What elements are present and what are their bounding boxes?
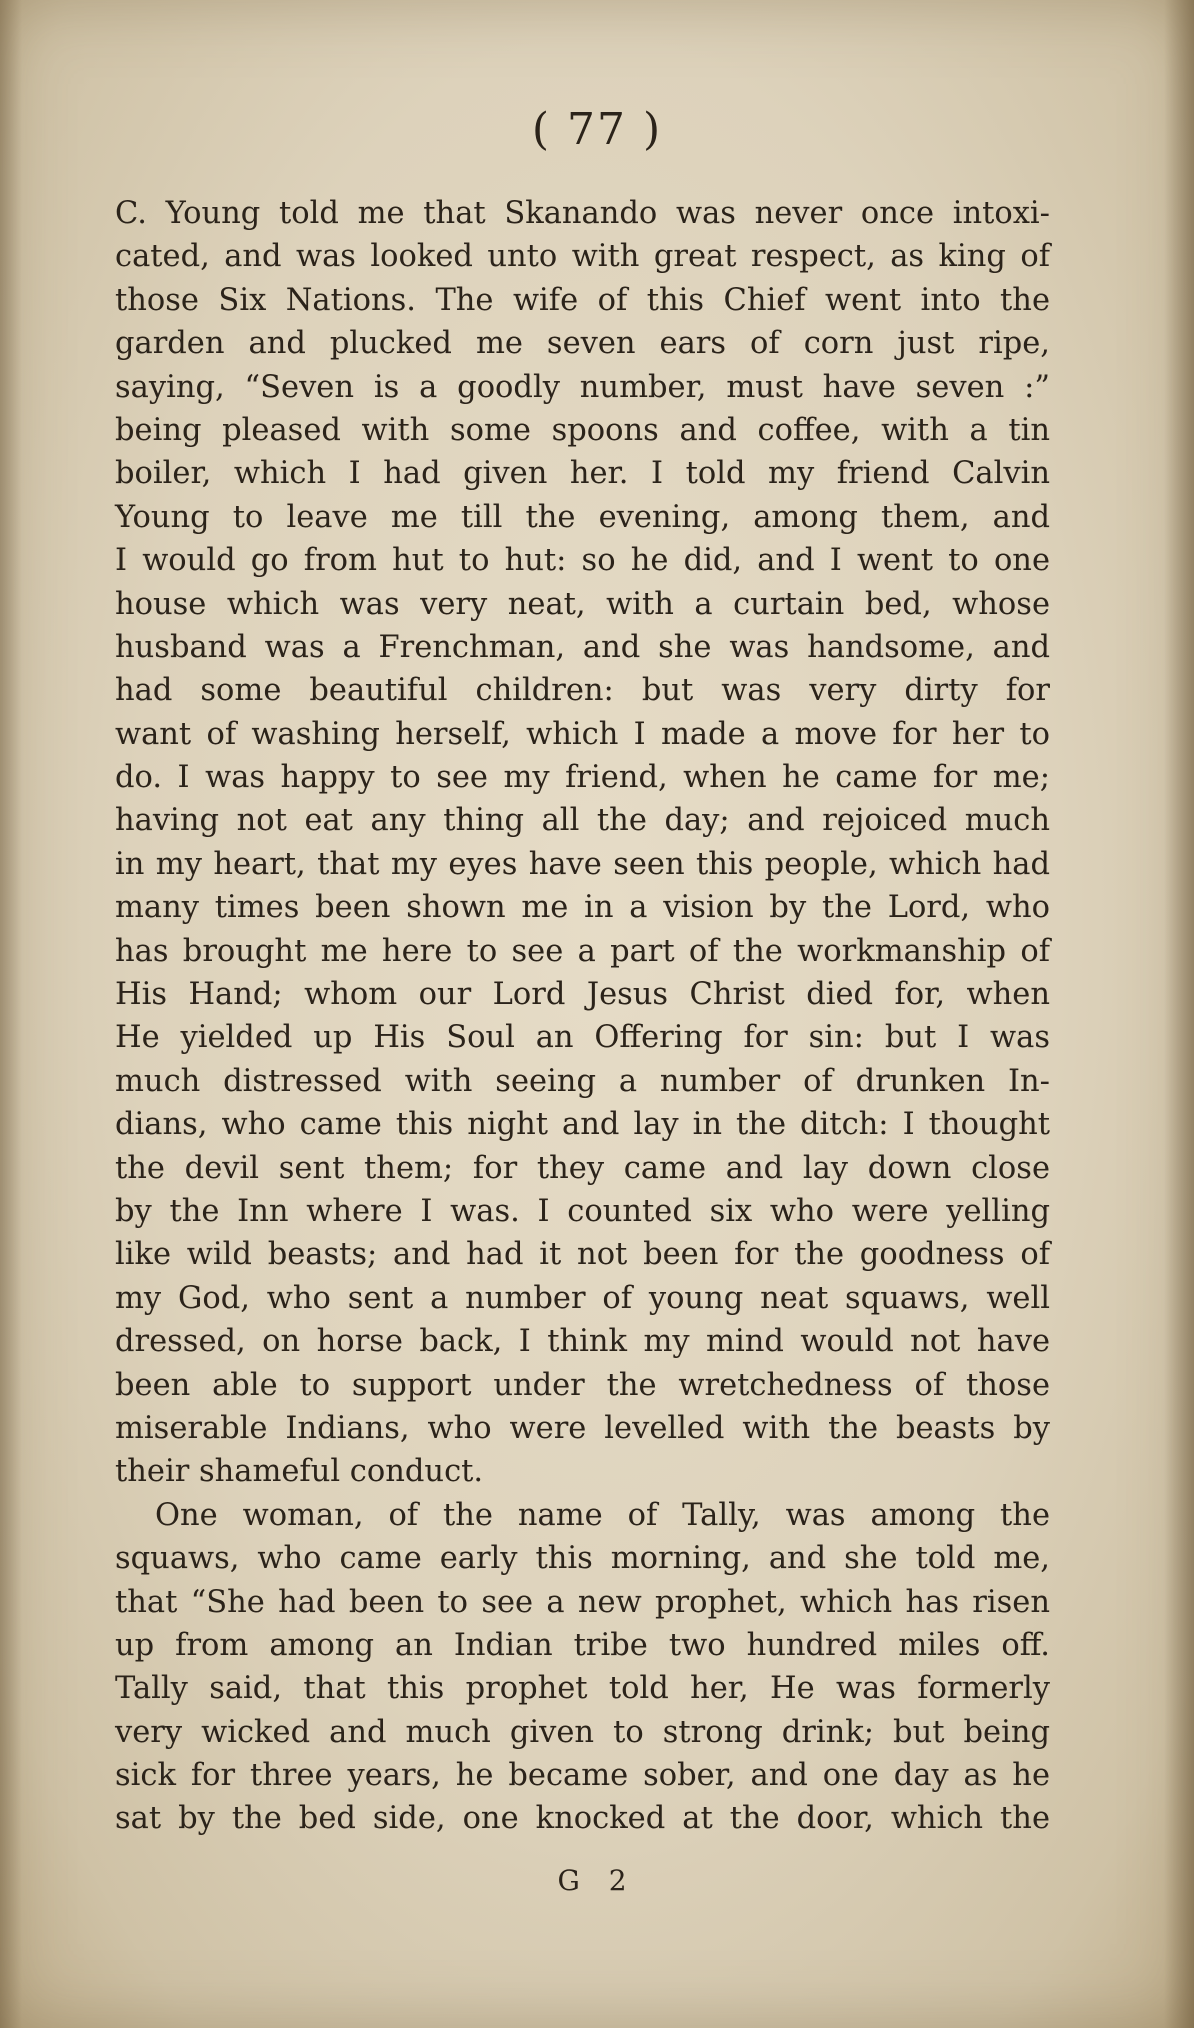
text-line: many times been shown me in a vision by the Lord, who [115, 890, 1050, 926]
page-gutter-shadow [0, 0, 22, 2028]
paragraph-1 [115, 192, 1050, 1494]
text-line: saying, “Seven is a goodly number, must have seven :” [115, 369, 1050, 405]
text-line: like wild beasts; and had it not been for the goodness of [115, 1237, 1050, 1273]
text-line: Tally said, that this prophet told her, He was formerly [115, 1671, 1050, 1707]
text-line: I would go from hut to hut: so he did, and I went to one [115, 543, 1050, 579]
text-line: garden and plucked me seven ears of corn just ripe, [115, 326, 1050, 362]
text-line: cated, and was looked unto with great respect, as king of [115, 239, 1050, 275]
text-line: their shameful conduct. [115, 1454, 484, 1490]
text-line: He yielded up His Soul an Offering for sin: but I was [115, 1020, 1050, 1056]
text-line: do. I was happy to see my friend, when he came for me; [115, 760, 1050, 796]
page-number: ( 77 ) [531, 104, 663, 155]
signature-mark: G 2 [557, 1864, 637, 1897]
text-line: been able to support under the wretchedness of those [115, 1367, 1050, 1403]
text-line: my God, who sent a number of young neat squaws, well [115, 1280, 1050, 1316]
text-line: that “She had been to see a new prophet, which has risen [115, 1584, 1050, 1620]
text-line: husband was a Frenchman, and she was handsome, and [115, 629, 1050, 665]
text-line: very wicked and much given to strong drink; but being [115, 1714, 1050, 1750]
text-line: miserable Indians, who were levelled with the beasts by [115, 1410, 1050, 1446]
text-line: sick for three years, he became sober, and one day as he [115, 1758, 1050, 1794]
text-line: boiler, which I had given her. I told my friend Calvin [115, 456, 1050, 492]
text-line: house which was very neat, with a curtain bed, whose [115, 586, 1050, 622]
text-line: dressed, on horse back, I think my mind would not have [115, 1324, 1050, 1360]
text-line: want of washing herself, which I made a move for her to [115, 716, 1050, 752]
text-line: much distressed with seeing a number of drunken In- [115, 1063, 1050, 1099]
paragraph-2 [115, 1494, 1050, 1841]
body-text [115, 192, 1050, 1841]
text-line: One woman, of the name of Tally, was among the [155, 1497, 1050, 1533]
text-line: had some beautiful children: but was very dirty for [115, 673, 1050, 709]
text-line: C. Young told me that Skanando was never once intoxi- [115, 196, 1050, 231]
text-line: Young to leave me till the evening, among them, and [115, 499, 1050, 535]
text-line: His Hand; whom our Lord Jesus Christ died for, when [115, 977, 1050, 1013]
text-line: dians, who came this night and lay in the ditch: I thought [115, 1107, 1050, 1143]
text-line: sat by the bed side, one knocked at the door, which the [115, 1801, 1050, 1837]
text-line: squaws, who came early this morning, and she told me, [115, 1541, 1050, 1577]
text-line: by the Inn where I was. I counted six who were yelling [115, 1193, 1050, 1229]
text-line: having not eat any thing all the day; and rejoiced much [115, 803, 1050, 839]
text-line: up from among an Indian tribe two hundred miles off. [115, 1627, 1050, 1663]
text-line: the devil sent them; for they came and lay down close [115, 1150, 1050, 1186]
text-line: being pleased with some spoons and coffee, with a tin [115, 412, 1050, 448]
text-line: has brought me here to see a part of the workmanship of [115, 933, 1050, 969]
page-edge-shadow [1164, 0, 1194, 2028]
text-line: in my heart, that my eyes have seen this people, which had [115, 846, 1050, 882]
text-line: those Six Nations. The wife of this Chief went into the [115, 282, 1050, 318]
